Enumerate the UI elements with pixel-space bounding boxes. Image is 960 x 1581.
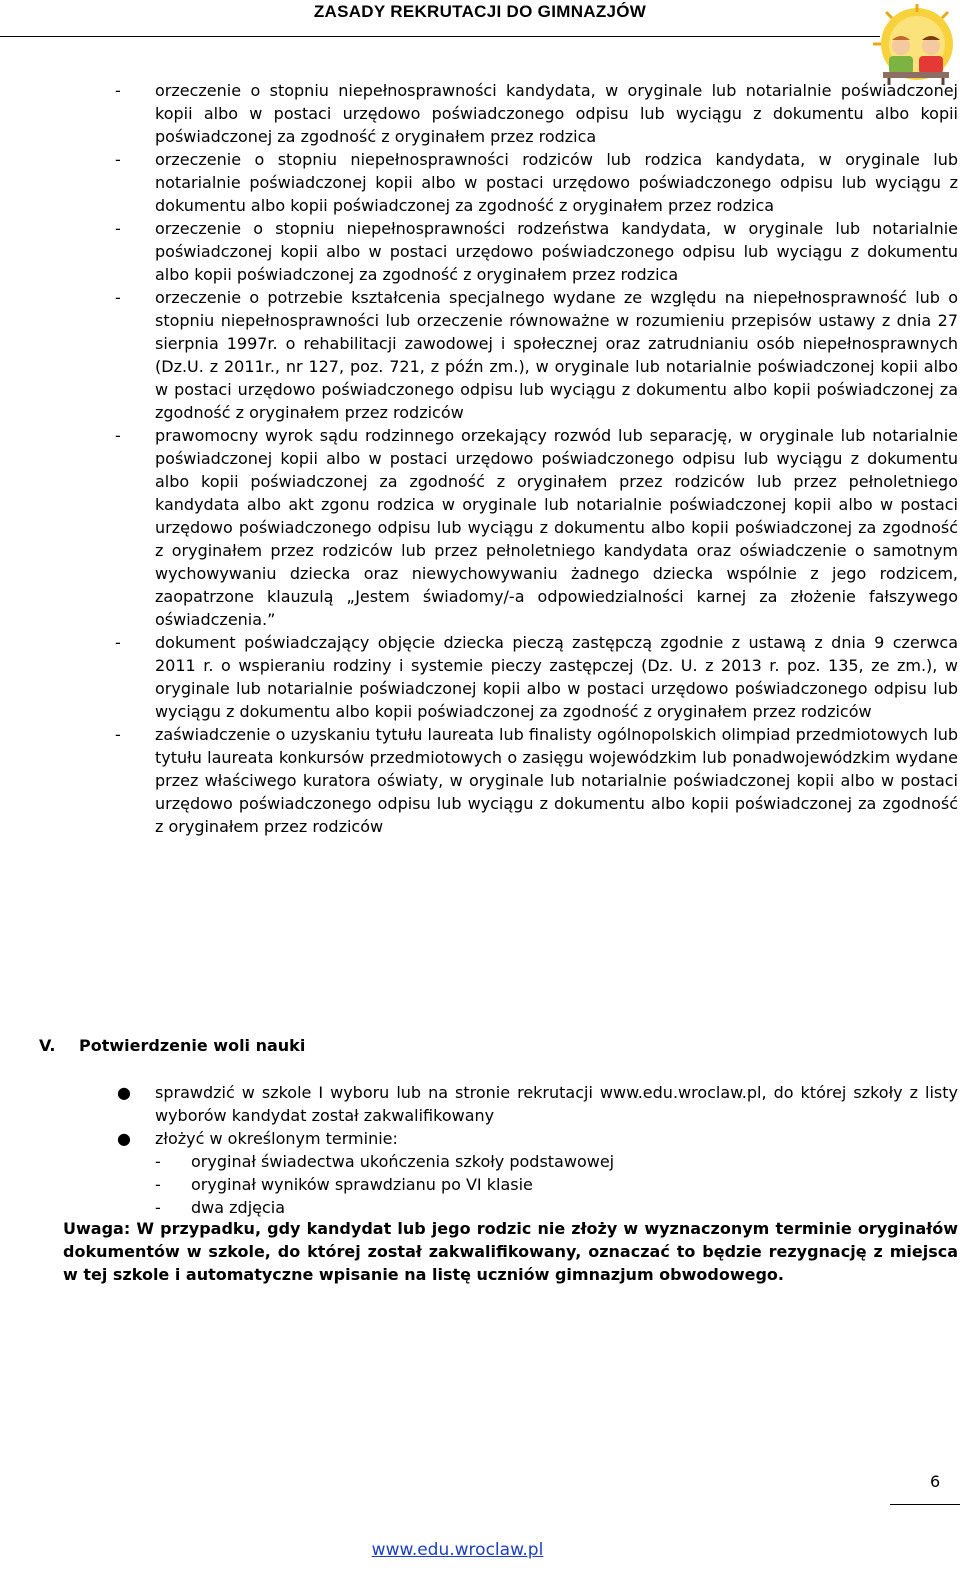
- list-item: - oryginał wyników sprawdzianu po VI klasie: [155, 1175, 533, 1194]
- header-title: ZASADY REKRUTACJI DO GIMNAZJÓW: [313, 2, 647, 21]
- list-item: ● złożyć w określonym terminie: - oryginał świadectwa ukończenia szkoły podstawowej - oryginał wyników sprawdzianu po VI klasie - dwa zdjęcia: [115, 1127, 958, 1219]
- page-number: 6: [930, 1472, 941, 1491]
- list-item: - orzeczenie o stopniu niepełnosprawności rodziców lub rodzica kandydata, w oryginale lub notarialnie poświadczonej kopii albo w postaci urzędowo poświadczonego odpisu lub wyciągu z dokumentu albo kopii poświadczonej za zgodność z oryginałem przez rodzica: [115, 150, 958, 215]
- list-item: ● sprawdzić w szkole I wyboru lub na stronie rekrutacji www.edu.wroclaw.pl, do której szkoły z listy wyborów kandydat został zakwalifikowany: [117, 1083, 958, 1125]
- footer-link[interactable]: www.edu.wroclaw.pl: [371, 1540, 544, 1560]
- documents-list: [115, 79, 958, 838]
- warning-note: Uwaga: W przypadku, gdy kandydat lub jego rodzic nie złoży w wyznaczonym terminie oryginałów dokumentów w szkole, do której został zakwalifikowany, oznaczać to będzie rezygnację z miejsca w tej szkole i automatyczne wpisanie na listę uczniów gimnazjum obwodowego.: [63, 1219, 958, 1284]
- section-number: V.: [39, 1036, 56, 1055]
- confirmation-list: [115, 1081, 958, 1219]
- list-item: - dokument poświadczający objęcie dziecka pieczą zastępczą zgodnie z ustawą z dnia 9 czerwca 2011 r. o wspieraniu rodziny i systemie pieczy zastępczej (Dz. U. z 2013 r. poz. 135, ze zm.), w oryginale lub notarialnie poświadczonej kopii albo w postaci urzędowo poświadczonego odpisu lub wyciągu z dokumentu albo kopii poświadczonej za zgodność z oryginałem przez rodziców: [115, 633, 958, 721]
- bullet-icon: ●: [117, 1129, 131, 1148]
- section-title: Potwierdzenie woli nauki: [79, 1036, 306, 1055]
- required-documents-list: [155, 1150, 958, 1219]
- list-item: - oryginał świadectwa ukończenia szkoły podstawowej: [155, 1152, 615, 1171]
- list-item: - prawomocny wyrok sądu rodzinnego orzekający rozwód lub separację, w oryginale lub notarialnie poświadczonej kopii albo w postaci urzędowo poświadczonego odpisu lub wyciągu z dokumentu albo kopii poświadczonej za zgodność z oryginałem przez rodziców lub przez pełnoletniego kandydata albo akt zgonu rodzica w oryginale lub notarialnie poświadczonej kopii albo w postaci urzędowo poświadczonego odpisu lub wyciągu z dokumentu albo kopii poświadczonej za zgodność z oryginałem przez rodziców lub przez pełnoletniego kandydata oraz oświadczenie o samotnym wychowywaniu dziecka oraz niewychowywaniu żadnego dziecka wspólnie z jego rodzicem, zaopatrzone klauzulą „Jestem świadomy/-a odpowiedzialności karnej za złożenie fałszywego oświadczenia.”: [115, 426, 958, 629]
- list-item: - dwa zdjęcia: [155, 1198, 286, 1217]
- header-divider: [0, 36, 880, 37]
- children-logo-icon: [867, 4, 957, 86]
- section-heading: [39, 1034, 305, 1057]
- list-item: - zaświadczenie o uzyskaniu tytułu laureata lub finalisty ogólnopolskich olimpiad przedmiotowych lub tytułu laureata konkursów przedmiotowych o zasięgu wojewódzkim lub ponadwojewódzkim wydane przez właściwego kuratora oświaty, w oryginale lub notarialnie poświadczonej kopii albo w postaci urzędowo poświadczonego odpisu lub wyciągu z dokumentu albo kopii poświadczonej za zgodność z oryginałem przez rodziców: [115, 725, 958, 836]
- footer-divider: [890, 1504, 960, 1505]
- list-item: - orzeczenie o potrzebie kształcenia specjalnego wydane ze względu na niepełnosprawność lub o stopniu niepełnosprawności lub orzeczenie równoważne w rozumieniu przepisów ustawy z dnia 27 sierpnia 1997r. o rehabilitacji zawodowej i społecznej oraz zatrudnianiu osób niepełnosprawnych (Dz.U. z 2011r., nr 127, poz. 721, z późn zm.), w oryginale lub notarialnie poświadczonej kopii albo w postaci urzędowo poświadczonego odpisu lub wyciągu z dokumentu albo kopii poświadczonej za zgodność z oryginałem przez rodziców: [115, 288, 958, 422]
- bullet-icon: ●: [117, 1083, 131, 1102]
- page-header: [0, 0, 960, 40]
- list-item: - orzeczenie o stopniu niepełnosprawności rodzeństwa kandydata, w oryginale lub notarialnie poświadczonej kopii albo w postaci urzędowo poświadczonego odpisu lub wyciągu z dokumentu albo kopii poświadczonej za zgodność z oryginałem przez rodzica: [115, 219, 958, 284]
- list-item: - orzeczenie o stopniu niepełnosprawności kandydata, w oryginale lub notarialnie poświadczonej kopii albo w postaci urzędowo poświadczonego odpisu lub wyciągu z dokumentu albo kopii poświadczonej za zgodność z oryginałem przez rodzica: [115, 81, 958, 146]
